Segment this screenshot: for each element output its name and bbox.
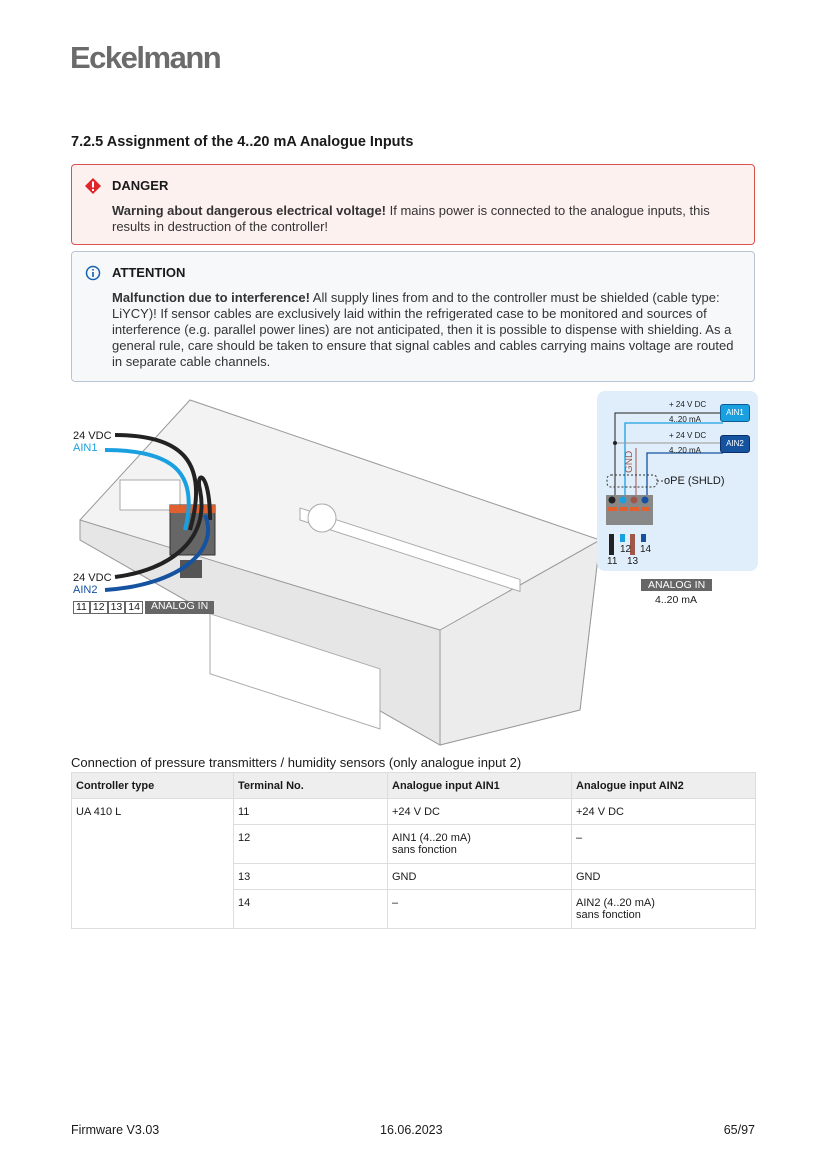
label-ma-ain2: 4..20 mA <box>669 446 702 455</box>
analog-range: 4..20 mA <box>655 594 698 606</box>
cell: +24 V DC <box>388 799 572 825</box>
left-labels-bottom <box>73 572 112 596</box>
header-terminal-no: Terminal No. <box>234 773 388 799</box>
left-labels-top <box>73 430 112 454</box>
cell: 11 <box>234 799 388 825</box>
header-ain2: Analogue input AIN2 <box>572 773 756 799</box>
analog-in-badge: ANALOG IN <box>641 579 712 591</box>
terminal-11: 11 <box>73 601 90 614</box>
danger-notice <box>71 164 755 245</box>
attention-title: ATTENTION <box>112 265 186 280</box>
footer-date: 16.06.2023 <box>380 1123 443 1137</box>
cell: GND <box>572 864 756 890</box>
footer-page-number: 65/97 <box>723 1123 755 1137</box>
label-pe-shld: oPE (SHLD) <box>664 475 725 487</box>
ain2-sensor-box: AIN2 <box>720 435 750 453</box>
attention-text: Malfunction due to interference! All supply lines from and to the controller must be shielded (cable type: LiYCY)! If sensor cables are exclusively laid within the refrigerated case to be monitored and sources of interference (e.g. parallel power lines) are not anticipated, then it is possible to dispense with shielding. As a general rule, care should be taken to ensure that signal cables and cables carrying mains voltage are routed in separate cable channels. <box>112 290 734 369</box>
info-icon <box>85 265 101 281</box>
cell: +24 V DC <box>572 799 756 825</box>
cell: 13 <box>234 864 388 890</box>
label-14: 14 <box>640 544 652 555</box>
cell: GND <box>388 864 572 890</box>
danger-text: Warning about dangerous electrical voltage! If mains power is connected to the analogue inputs, this results in destruction of the controller! <box>112 203 710 234</box>
label-ain2: AIN2 <box>73 584 98 596</box>
eckelmann-logo: Eckelmann <box>70 40 221 75</box>
attention-notice <box>71 251 755 382</box>
footer-firmware: Firmware V3.03 <box>71 1123 160 1137</box>
terminal-table <box>71 772 756 929</box>
cell: AIN1 (4..20 mA) sans fonction <box>388 825 572 864</box>
label-24vdc-2: 24 VDC <box>73 572 112 584</box>
label-12: 12 <box>620 544 632 555</box>
table-header-row <box>72 773 756 799</box>
header-ain1: Analogue input AIN1 <box>388 773 572 799</box>
cell: 14 <box>234 890 388 929</box>
table-caption: Connection of pressure transmitters / humidity sensors (only analogue input 2) <box>71 755 522 770</box>
left-terminal-strip <box>73 601 214 614</box>
analog-in-label: ANALOG IN <box>145 601 214 614</box>
terminal-12: 12 <box>90 601 108 614</box>
wiring-diagram <box>597 391 758 571</box>
section-heading: 7.2.5 Assignment of the 4..20 mA Analogue Inputs <box>71 134 414 150</box>
danger-title: DANGER <box>112 178 169 193</box>
header-controller-type: Controller type <box>72 773 234 799</box>
table-row <box>72 799 756 825</box>
terminal-13: 13 <box>108 601 126 614</box>
label-24vdc-1: 24 VDC <box>73 430 112 442</box>
controller-type-cell: UA 410 L <box>72 799 234 929</box>
label-ain1: AIN1 <box>73 442 98 454</box>
terminal-14: 14 <box>125 601 143 614</box>
ain1-sensor-box: AIN1 <box>720 404 750 422</box>
cell: 12 <box>234 825 388 864</box>
label-24vdc-ain1: + 24 V DC <box>669 400 707 409</box>
cell: – <box>572 825 756 864</box>
label-11: 11 <box>607 556 618 567</box>
label-24vdc-ain2: + 24 V DC <box>669 431 707 440</box>
cell: AIN2 (4..20 mA) sans fonction <box>572 890 756 929</box>
danger-diamond-icon <box>85 178 101 194</box>
cell: – <box>388 890 572 929</box>
label-ma-ain1: 4..20 mA <box>669 415 702 424</box>
controller-illustration <box>60 390 600 750</box>
label-gnd: GND <box>624 450 635 473</box>
label-13: 13 <box>627 556 639 567</box>
